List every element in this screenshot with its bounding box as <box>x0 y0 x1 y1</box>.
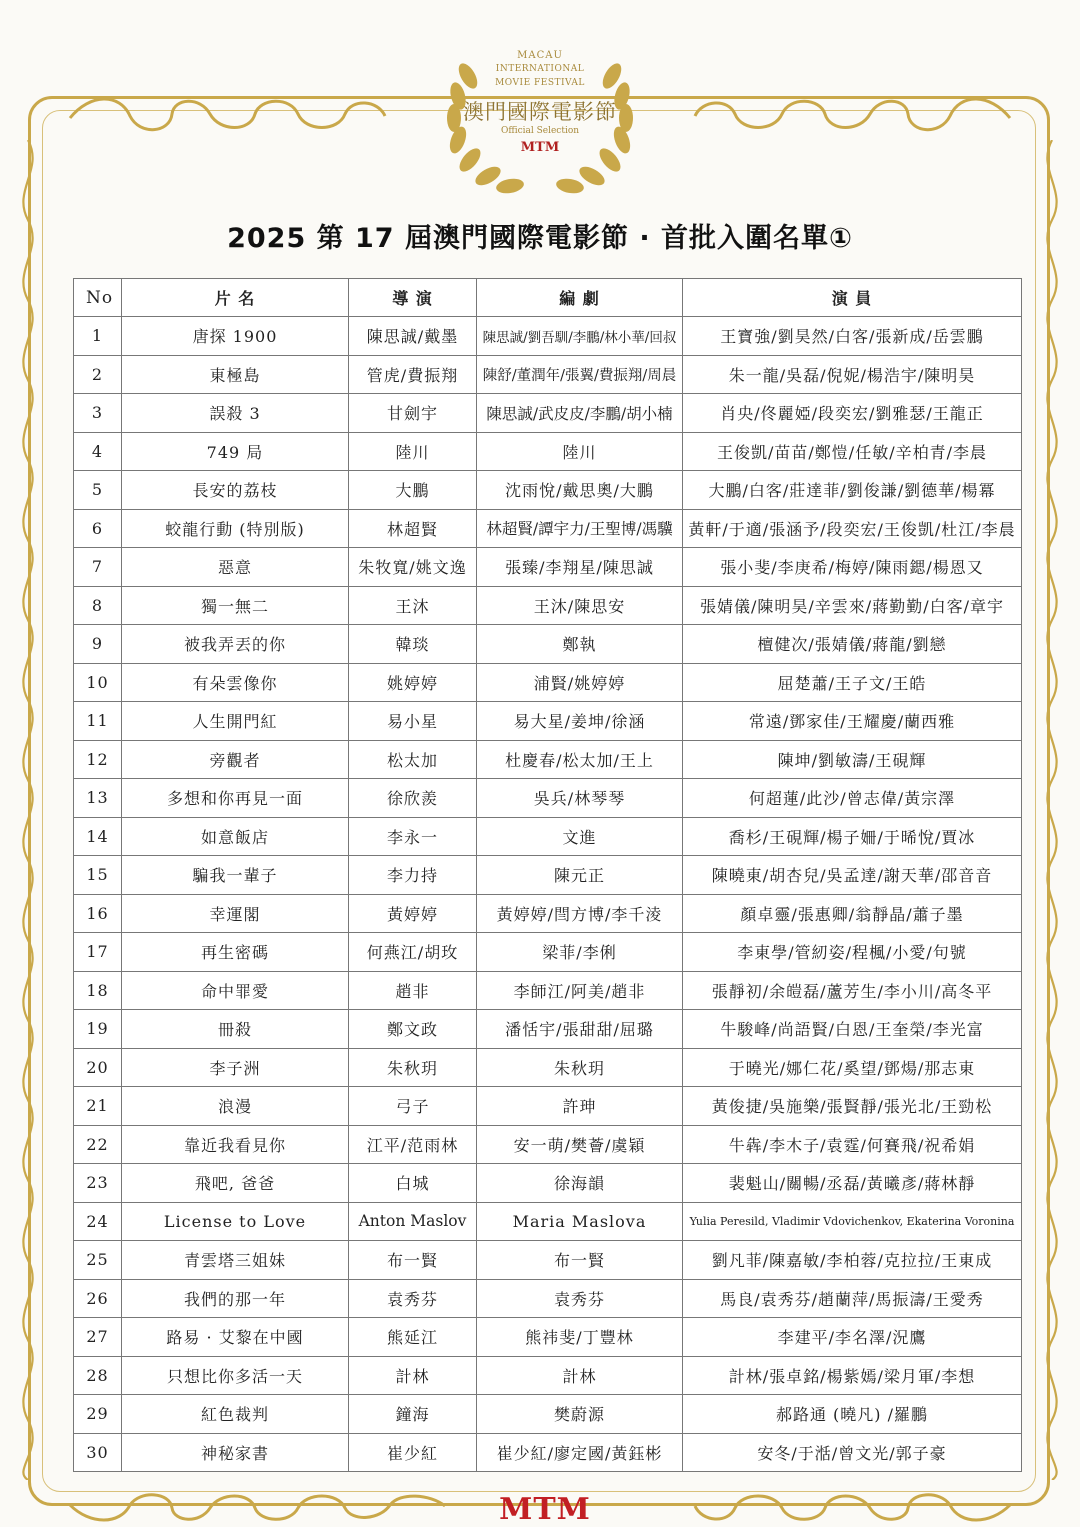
cell-screenwriter: 陳思誠/武皮皮/李鵬/胡小楠 <box>477 394 683 433</box>
emblem-text-movie-festival: MOVIE FESTIVAL <box>495 78 585 88</box>
cell-no: 1 <box>74 317 122 356</box>
cell-director: 熊延江 <box>349 1318 477 1357</box>
scroll-ornament-icon <box>690 1490 1020 1525</box>
cell-title: 惡意 <box>122 548 349 587</box>
cell-title: 長安的荔枝 <box>122 471 349 510</box>
table-row <box>74 779 1022 818</box>
cell-cast: 檀健次/張婧儀/蔣龍/劉戀 <box>683 625 1022 664</box>
cell-title: 獨一無二 <box>122 586 349 625</box>
cell-screenwriter: 陳思誠/劉吾馴/李鵬/林小華/回叔 <box>477 317 683 356</box>
cell-cast: 陳曉東/胡杏兒/吳孟達/謝天華/邵音音 <box>683 856 1022 895</box>
cell-screenwriter: 袁秀芬 <box>477 1279 683 1318</box>
cell-no: 30 <box>74 1433 122 1472</box>
cell-no: 11 <box>74 702 122 741</box>
table-row <box>74 471 1022 510</box>
cell-title: 命中罪愛 <box>122 971 349 1010</box>
cell-director: 白城 <box>349 1164 477 1203</box>
cell-no: 6 <box>74 509 122 548</box>
cell-cast: 黃軒/于適/張涵予/段奕宏/王俊凱/杜江/李晨 <box>683 509 1022 548</box>
cell-director: 徐欣羨 <box>349 779 477 818</box>
cell-screenwriter: 沈雨悅/戴思奧/大鵬 <box>477 471 683 510</box>
page-title: 2025 第 17 屆澳門國際電影節 · 首批入圍名單① <box>227 223 853 254</box>
table-body <box>74 317 1022 1472</box>
cell-title: 浪漫 <box>122 1087 349 1126</box>
cell-screenwriter: 布一賢 <box>477 1241 683 1280</box>
cell-cast: 何超蓮/此沙/曾志偉/黃宗澤 <box>683 779 1022 818</box>
cell-cast: 王寶強/劉昊然/白客/張新成/岳雲鵬 <box>683 317 1022 356</box>
festival-emblem <box>430 36 650 196</box>
cell-cast: 黃俊捷/吳施樂/張賢靜/張光北/王勁松 <box>683 1087 1022 1126</box>
table-row <box>74 586 1022 625</box>
cell-screenwriter: 浦賢/姚婷婷 <box>477 663 683 702</box>
cell-no: 25 <box>74 1241 122 1280</box>
cell-screenwriter: 樊蔚源 <box>477 1395 683 1434</box>
cell-no: 10 <box>74 663 122 702</box>
scroll-ornament-icon <box>60 1490 450 1525</box>
table-row <box>74 1087 1022 1126</box>
table-row <box>74 1048 1022 1087</box>
cell-no: 12 <box>74 740 122 779</box>
cell-title: 我們的那一年 <box>122 1279 349 1318</box>
cell-title: 旁觀者 <box>122 740 349 779</box>
cell-cast: 屈楚蕭/王子文/王皓 <box>683 663 1022 702</box>
cell-no: 24 <box>74 1202 122 1241</box>
cell-no: 23 <box>74 1164 122 1203</box>
scroll-ornament-icon <box>1034 140 1070 1480</box>
cell-cast: 王俊凱/苗苗/鄭愷/任敏/辛柏青/李晨 <box>683 432 1022 471</box>
cell-no: 29 <box>74 1395 122 1434</box>
table-row <box>74 1125 1022 1164</box>
cell-cast: 安冬/于湉/曾文光/郭子豪 <box>683 1433 1022 1472</box>
scroll-ornament-icon <box>10 140 46 1480</box>
cell-no: 14 <box>74 817 122 856</box>
table-row <box>74 740 1022 779</box>
cell-no: 13 <box>74 779 122 818</box>
cell-no: 16 <box>74 894 122 933</box>
cell-screenwriter: 徐海韻 <box>477 1164 683 1203</box>
cell-cast: 大鵬/白客/莊達菲/劉俊謙/劉德華/楊冪 <box>683 471 1022 510</box>
scroll-ornament-icon <box>60 88 390 138</box>
cell-screenwriter: 陸川 <box>477 432 683 471</box>
table-row <box>74 1433 1022 1472</box>
cell-director: 林超賢 <box>349 509 477 548</box>
table-row <box>74 625 1022 664</box>
table-row <box>74 702 1022 741</box>
table-row <box>74 1010 1022 1049</box>
cell-title: 李子洲 <box>122 1048 349 1087</box>
cell-cast: 肖央/佟麗婭/段奕宏/劉雅瑟/王龍正 <box>683 394 1022 433</box>
cell-title: 如意飯店 <box>122 817 349 856</box>
column-header-no: No <box>74 279 122 317</box>
cell-director: 大鵬 <box>349 471 477 510</box>
cell-director: 李力持 <box>349 856 477 895</box>
cell-title: 只想比你多活一天 <box>122 1356 349 1395</box>
cell-cast: 朱一龍/吳磊/倪妮/楊浩宇/陳明昊 <box>683 355 1022 394</box>
cell-screenwriter: 安一萌/樊薈/虞穎 <box>477 1125 683 1164</box>
cell-title: 再生密碼 <box>122 933 349 972</box>
cell-director: 袁秀芬 <box>349 1279 477 1318</box>
cell-screenwriter: 崔少紅/廖定國/黃鈺彬 <box>477 1433 683 1472</box>
cell-screenwriter: 李師江/阿美/趙非 <box>477 971 683 1010</box>
cell-director: 朱牧寬/姚文逸 <box>349 548 477 587</box>
cell-cast: 常遠/鄧家佳/王耀慶/蘭西雅 <box>683 702 1022 741</box>
cell-screenwriter: 熊祎斐/丁豐林 <box>477 1318 683 1357</box>
cell-cast: 于曉光/娜仁花/奚望/鄧煬/那志東 <box>683 1048 1022 1087</box>
cell-director: 管虎/費振翔 <box>349 355 477 394</box>
cell-screenwriter: 王沐/陳思安 <box>477 586 683 625</box>
table-row <box>74 894 1022 933</box>
cell-no: 22 <box>74 1125 122 1164</box>
cell-no: 27 <box>74 1318 122 1357</box>
table-row <box>74 548 1022 587</box>
cell-title: 靠近我看見你 <box>122 1125 349 1164</box>
cell-cast: 李建平/李名澤/況鷹 <box>683 1318 1022 1357</box>
cell-no: 26 <box>74 1279 122 1318</box>
cell-no: 2 <box>74 355 122 394</box>
cell-cast: 牛駿峰/尚語賢/白恩/王奎榮/李光富 <box>683 1010 1022 1049</box>
table-row <box>74 317 1022 356</box>
table-row <box>74 509 1022 548</box>
table-row <box>74 1318 1022 1357</box>
cell-cast: 劉凡菲/陳嘉敏/李柏蓉/克拉拉/王東成 <box>683 1241 1022 1280</box>
cell-director: 姚婷婷 <box>349 663 477 702</box>
cell-director: 黃婷婷 <box>349 894 477 933</box>
table-row <box>74 1279 1022 1318</box>
table-row <box>74 394 1022 433</box>
cell-cast: 陳坤/劉敏濤/王硯輝 <box>683 740 1022 779</box>
cell-screenwriter: 張臻/李翔星/陳思誠 <box>477 548 683 587</box>
cell-title: 紅色裁判 <box>122 1395 349 1434</box>
table-row <box>74 933 1022 972</box>
table-row <box>74 355 1022 394</box>
cell-cast: 牛犇/李木子/袁霆/何賽飛/祝希娟 <box>683 1125 1022 1164</box>
table-row <box>74 1356 1022 1395</box>
cell-screenwriter: 許珅 <box>477 1087 683 1126</box>
cell-screenwriter: 鄭執 <box>477 625 683 664</box>
cell-screenwriter: 計林 <box>477 1356 683 1395</box>
cell-title: 人生開門紅 <box>122 702 349 741</box>
emblem-text-mtm: MTM <box>520 140 560 155</box>
cell-cast: 裴魁山/關暢/丞磊/黃曦彥/蔣林靜 <box>683 1164 1022 1203</box>
cell-no: 21 <box>74 1087 122 1126</box>
table-row <box>74 856 1022 895</box>
cell-director: 崔少紅 <box>349 1433 477 1472</box>
cell-screenwriter: Maria Maslova <box>477 1202 683 1241</box>
cell-cast: 李東學/管紉姿/程楓/小愛/句號 <box>683 933 1022 972</box>
cell-screenwriter: 陳舒/董潤年/張翼/費振翔/周晨 <box>477 355 683 394</box>
cell-screenwriter: 吳兵/林琴琴 <box>477 779 683 818</box>
cell-director: 陸川 <box>349 432 477 471</box>
cell-director: 松太加 <box>349 740 477 779</box>
cell-director: 布一賢 <box>349 1241 477 1280</box>
cell-title: 幸運閣 <box>122 894 349 933</box>
cell-screenwriter: 陳元正 <box>477 856 683 895</box>
cell-director: 王沐 <box>349 586 477 625</box>
cell-director: 李永一 <box>349 817 477 856</box>
column-header-screenwriter: 編 劇 <box>477 279 683 317</box>
cell-title: 騙我一輩子 <box>122 856 349 895</box>
table-header-row <box>74 279 1022 317</box>
cell-director: 何燕江/胡玫 <box>349 933 477 972</box>
cell-cast: 張婧儀/陳明昊/辛雲來/蔣勤勤/白客/章宇 <box>683 586 1022 625</box>
table-row <box>74 663 1022 702</box>
cell-title: 唐探 1900 <box>122 317 349 356</box>
cell-title: 有朵雲像你 <box>122 663 349 702</box>
cell-director: 易小星 <box>349 702 477 741</box>
cell-cast: 張靜初/余皚磊/蘆芳生/李小川/高冬平 <box>683 971 1022 1010</box>
table-row <box>74 432 1022 471</box>
column-header-director: 導 演 <box>349 279 477 317</box>
cell-screenwriter: 林超賢/譚宇力/王聖博/馮驥 <box>477 509 683 548</box>
table-row <box>74 817 1022 856</box>
emblem-text-macau: MACAU <box>517 50 563 61</box>
cell-no: 4 <box>74 432 122 471</box>
cell-cast: Yulia Peresild, Vladimir Vdovichenkov, Ekaterina Voronina <box>683 1202 1022 1241</box>
cell-no: 8 <box>74 586 122 625</box>
emblem-text-international: INTERNATIONAL <box>495 64 585 74</box>
cell-no: 19 <box>74 1010 122 1049</box>
cell-title: 冊殺 <box>122 1010 349 1049</box>
cell-director: 鄭文政 <box>349 1010 477 1049</box>
cell-screenwriter: 朱秋玥 <box>477 1048 683 1087</box>
emblem-text-chinese-name: 澳門國際電影節 <box>463 100 617 124</box>
cell-no: 3 <box>74 394 122 433</box>
table-row <box>74 1241 1022 1280</box>
cell-title: 神秘家書 <box>122 1433 349 1472</box>
emblem-text-official-selection: Official Selection <box>500 126 580 136</box>
cell-director: 甘劍宇 <box>349 394 477 433</box>
cell-no: 15 <box>74 856 122 895</box>
cell-cast: 計林/張卓銘/楊紫嫣/梁月軍/李想 <box>683 1356 1022 1395</box>
cell-cast: 喬杉/王硯輝/楊子姍/于晞悅/賈冰 <box>683 817 1022 856</box>
cell-title: 青雲塔三姐妹 <box>122 1241 349 1280</box>
table-row <box>74 1164 1022 1203</box>
cell-cast: 顏卓靈/張惠卿/翁靜晶/蕭子墨 <box>683 894 1022 933</box>
cell-cast: 張小斐/李庚希/梅婷/陳雨鍶/楊恩又 <box>683 548 1022 587</box>
column-header-title: 片 名 <box>122 279 349 317</box>
cell-screenwriter: 潘恬宇/張甜甜/屈璐 <box>477 1010 683 1049</box>
cell-title: 蛟龍行動 (特別版) <box>122 509 349 548</box>
cell-director: 韓琰 <box>349 625 477 664</box>
column-header-cast: 演 員 <box>683 279 1022 317</box>
cell-title: License to Love <box>122 1202 349 1241</box>
cell-screenwriter: 易大星/姜坤/徐涵 <box>477 702 683 741</box>
cell-title: 路易 · 艾黎在中國 <box>122 1318 349 1357</box>
cell-no: 28 <box>74 1356 122 1395</box>
cell-director: 江平/范雨林 <box>349 1125 477 1164</box>
cell-no: 17 <box>74 933 122 972</box>
cell-director: 鐘海 <box>349 1395 477 1434</box>
table-row <box>74 1202 1022 1241</box>
cell-director: Anton Maslov <box>349 1202 477 1241</box>
table-row <box>74 1395 1022 1434</box>
cell-cast: 馬良/袁秀芬/趙蘭萍/馬振濤/王愛秀 <box>683 1279 1022 1318</box>
cell-title: 被我弄丟的你 <box>122 625 349 664</box>
cell-title: 東極島 <box>122 355 349 394</box>
cell-no: 7 <box>74 548 122 587</box>
cell-title: 多想和你再見一面 <box>122 779 349 818</box>
cell-screenwriter: 黃婷婷/閆方博/李千淩 <box>477 894 683 933</box>
cell-director: 陳思誠/戴墨 <box>349 317 477 356</box>
cell-screenwriter: 杜慶春/松太加/王上 <box>477 740 683 779</box>
cell-no: 5 <box>74 471 122 510</box>
selection-table <box>73 278 1022 1472</box>
cell-director: 趙非 <box>349 971 477 1010</box>
cell-title: 飛吧, 爸爸 <box>122 1164 349 1203</box>
footer-logo: MTM <box>499 1492 591 1527</box>
cell-title: 誤殺 3 <box>122 394 349 433</box>
cell-no: 9 <box>74 625 122 664</box>
cell-title: 749 局 <box>122 432 349 471</box>
table-row <box>74 971 1022 1010</box>
cell-screenwriter: 梁菲/李俐 <box>477 933 683 972</box>
cell-director: 計林 <box>349 1356 477 1395</box>
cell-no: 18 <box>74 971 122 1010</box>
cell-director: 朱秋玥 <box>349 1048 477 1087</box>
scroll-ornament-icon <box>690 88 1020 138</box>
cell-no: 20 <box>74 1048 122 1087</box>
cell-screenwriter: 文進 <box>477 817 683 856</box>
cell-director: 弓子 <box>349 1087 477 1126</box>
cell-cast: 郝路通 (曉凡) /羅鵬 <box>683 1395 1022 1434</box>
